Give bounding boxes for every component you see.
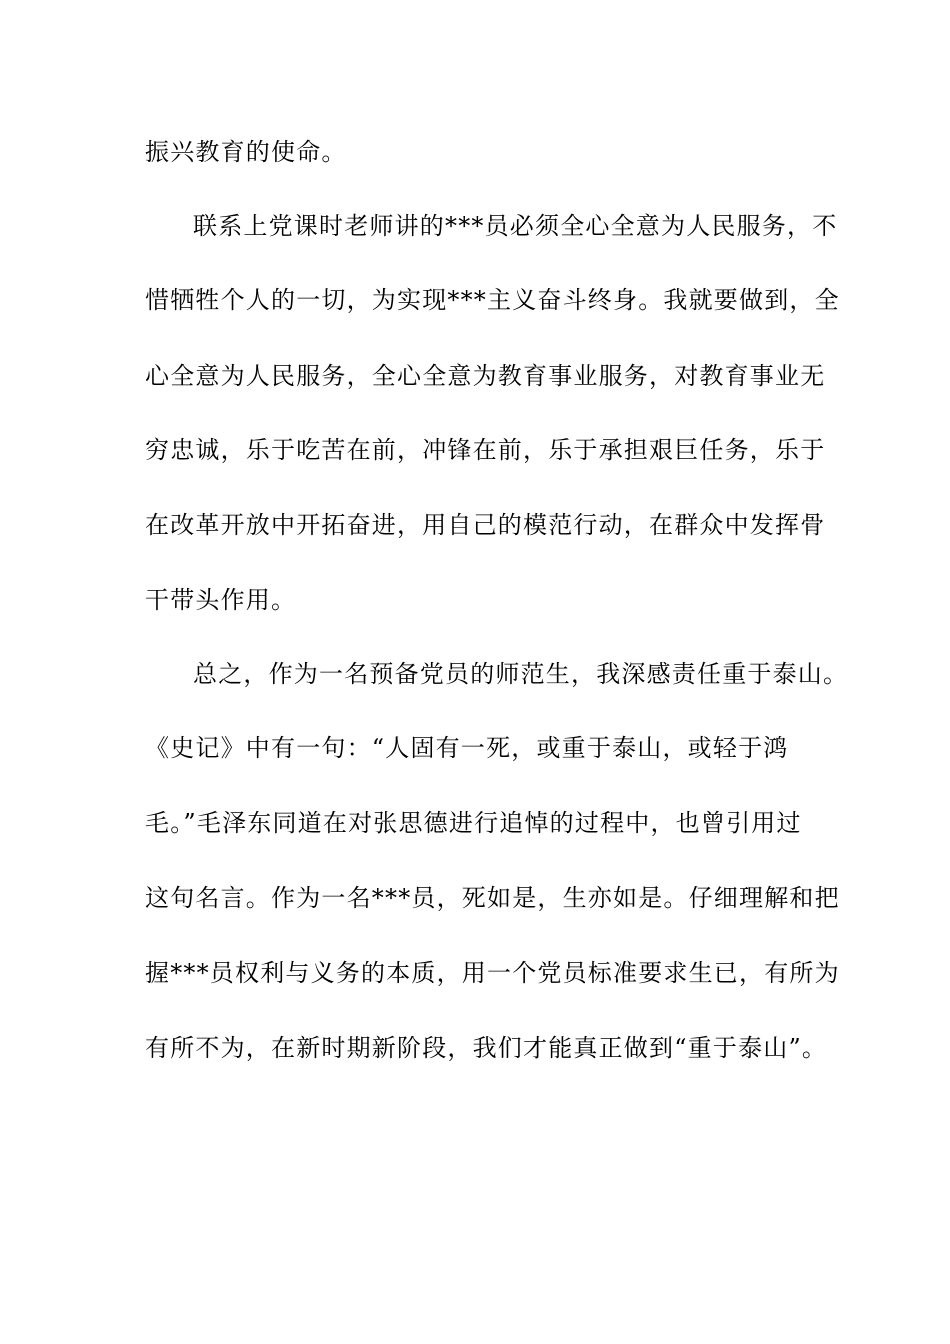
text-line: 握***员权利与义务的本质，用一个党员标准要求生已，有所为 bbox=[145, 959, 840, 987]
text-line: 惜牺牲个人的一切，为实现***主义奋斗终身。我就要做到，全 bbox=[145, 286, 840, 314]
text-line: 在改革开放中开拓奋进，用自己的模范行动，在群众中发挥骨 bbox=[145, 511, 826, 539]
text-line: 有所不为，在新时期新阶段，我们才能真正做到“重于泰山”。 bbox=[145, 1034, 828, 1062]
text-line: 《史记》中有一句：“人固有一死，或重于泰山，或轻于鸿 bbox=[145, 734, 789, 762]
text-line: 毛。”毛泽东同道在对张思德进行追悼的过程中，也曾引用过 bbox=[145, 809, 802, 837]
text-line: 联系上党课时老师讲的***员必须全心全意为人民服务，不 bbox=[193, 212, 838, 240]
text-line: 穷忠诚，乐于吃苦在前，冲锋在前，乐于承担艰巨任务，乐于 bbox=[145, 436, 826, 464]
text-line: 振兴教育的使命。 bbox=[145, 138, 347, 166]
text-line: 这句名言。作为一名***员，死如是，生亦如是。仔细理解和把 bbox=[145, 884, 840, 912]
text-line: 干带头作用。 bbox=[145, 586, 297, 614]
text-line: 心全意为人民服务，全心全意为教育事业服务，对教育事业无 bbox=[145, 362, 826, 390]
text-line: 总之，作为一名预备党员的师范生，我深感责任重于泰山。 bbox=[193, 660, 849, 688]
